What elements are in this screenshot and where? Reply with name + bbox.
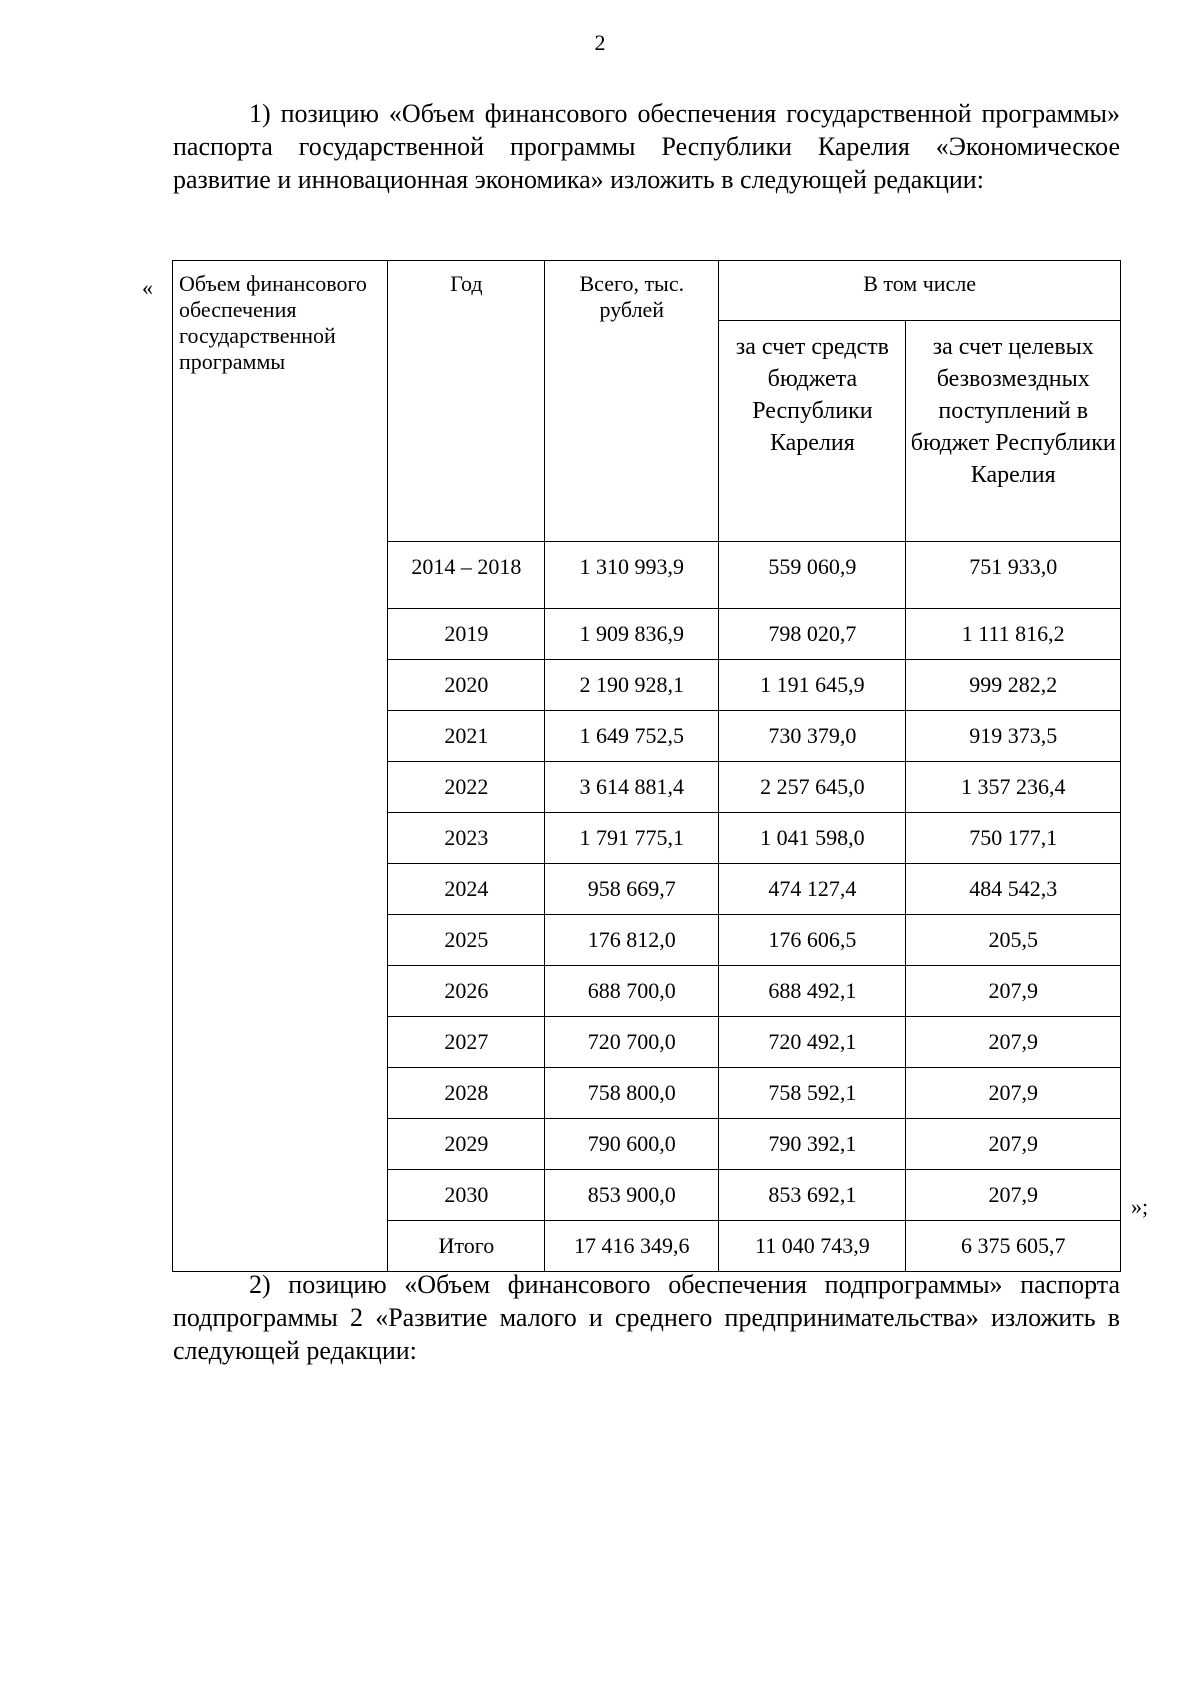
cell-year: 2028 (388, 1068, 545, 1119)
cell-total: 1 310 993,9 (545, 542, 719, 609)
cell-budget: 474 127,4 (719, 864, 906, 915)
cell-year: 2029 (388, 1119, 545, 1170)
cell-total: 758 800,0 (545, 1068, 719, 1119)
cell-targeted: 207,9 (906, 966, 1121, 1017)
program-label-cell: Объем финансового обеспечения государственной программы (173, 261, 388, 1272)
cell-total: 853 900,0 (545, 1170, 719, 1221)
cell-budget: 1 041 598,0 (719, 813, 906, 864)
cell-targeted: 999 282,2 (906, 660, 1121, 711)
cell-budget: 2 257 645,0 (719, 762, 906, 813)
paragraph-1: 1) позицию «Объем финансового обеспечения государственной программы» паспорта государственной программы Республики Карелия «Экономическое развитие и инновационная экономика» изложить в следующей редакции: (173, 99, 1120, 194)
cell-budget: 853 692,1 (719, 1170, 906, 1221)
cell-targeted: 207,9 (906, 1017, 1121, 1068)
cell-total: 720 700,0 (545, 1017, 719, 1068)
close-quote: »; (1131, 1194, 1149, 1219)
cell-total: 17 416 349,6 (545, 1221, 719, 1272)
cell-targeted: 6 375 605,7 (906, 1221, 1121, 1272)
cell-year: 2027 (388, 1017, 545, 1068)
header-budget: за счет средств бюджета Республики Карелия (719, 321, 906, 542)
cell-targeted: 484 542,3 (906, 864, 1121, 915)
table-header-row (173, 261, 1121, 321)
cell-total: 176 812,0 (545, 915, 719, 966)
cell-year: 2026 (388, 966, 545, 1017)
cell-budget: 11 040 743,9 (719, 1221, 906, 1272)
cell-year: 2024 (388, 864, 545, 915)
cell-total: 1 649 752,5 (545, 711, 719, 762)
header-total: Всего, тыс. рублей (545, 261, 719, 542)
cell-total: 1 791 775,1 (545, 813, 719, 864)
cell-total: 1 909 836,9 (545, 609, 719, 660)
cell-targeted: 919 373,5 (906, 711, 1121, 762)
cell-targeted: 207,9 (906, 1170, 1121, 1221)
cell-year: 2014 – 2018 (388, 542, 545, 609)
cell-total: 958 669,7 (545, 864, 719, 915)
cell-targeted: 750 177,1 (906, 813, 1121, 864)
cell-total: 790 600,0 (545, 1119, 719, 1170)
open-quote: « (142, 275, 153, 300)
cell-year: 2023 (388, 813, 545, 864)
cell-year: 2025 (388, 915, 545, 966)
page-number: 2 (594, 30, 606, 55)
cell-year: 2030 (388, 1170, 545, 1221)
cell-budget: 688 492,1 (719, 966, 906, 1017)
cell-budget: 758 592,1 (719, 1068, 906, 1119)
cell-budget: 1 191 645,9 (719, 660, 906, 711)
cell-year: 2021 (388, 711, 545, 762)
cell-targeted: 205,5 (906, 915, 1121, 966)
cell-budget: 559 060,9 (719, 542, 906, 609)
cell-year: Итого (388, 1221, 545, 1272)
cell-year: 2019 (388, 609, 545, 660)
cell-budget: 798 020,7 (719, 609, 906, 660)
cell-targeted: 207,9 (906, 1119, 1121, 1170)
cell-targeted: 1 357 236,4 (906, 762, 1121, 813)
cell-year: 2022 (388, 762, 545, 813)
cell-total: 688 700,0 (545, 966, 719, 1017)
cell-budget: 790 392,1 (719, 1119, 906, 1170)
cell-budget: 720 492,1 (719, 1017, 906, 1068)
cell-year: 2020 (388, 660, 545, 711)
cell-budget: 730 379,0 (719, 711, 906, 762)
cell-total: 2 190 928,1 (545, 660, 719, 711)
financing-table (172, 260, 1121, 1272)
header-year: Год (388, 261, 545, 542)
cell-targeted: 207,9 (906, 1068, 1121, 1119)
paragraph-2: 2) позицию «Объем финансового обеспечения подпрограммы» паспорта подпрограммы 2 «Развитие малого и среднего предпринимательства» изложить в следующей редакции: (173, 1270, 1120, 1365)
cell-budget: 176 606,5 (719, 915, 906, 966)
cell-targeted: 751 933,0 (906, 542, 1121, 609)
header-including: В том числе (719, 261, 1121, 321)
cell-total: 3 614 881,4 (545, 762, 719, 813)
cell-targeted: 1 111 816,2 (906, 609, 1121, 660)
header-targeted: за счет целевых безвозмездных поступлений в бюджет Республики Карелия (906, 321, 1121, 542)
